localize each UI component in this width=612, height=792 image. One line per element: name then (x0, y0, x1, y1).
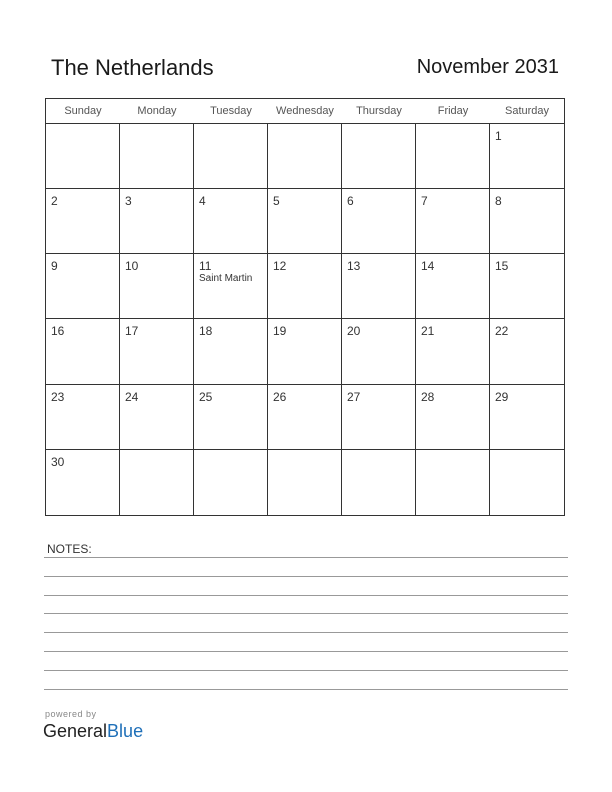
day-number: 23 (51, 389, 65, 404)
day-cell (342, 385, 416, 450)
day-number: 24 (125, 389, 139, 404)
month-title: November 2031 (416, 56, 559, 78)
day-cell (46, 319, 120, 384)
day-number: 17 (125, 324, 139, 339)
day-number: 2 (51, 194, 58, 209)
day-number: 18 (199, 324, 213, 339)
day-number: 10 (125, 259, 139, 274)
day-cell (46, 124, 120, 189)
notes-line (44, 595, 568, 596)
day-number: 26 (273, 389, 287, 404)
day-cell (268, 254, 342, 319)
day-number: 19 (273, 324, 287, 339)
day-cell (120, 385, 194, 450)
day-number: 13 (347, 259, 361, 274)
day-cell (342, 319, 416, 384)
holiday-label: Saint Martin (199, 273, 253, 285)
notes-line (44, 651, 568, 652)
day-number: 7 (421, 194, 428, 209)
day-cell (46, 189, 120, 254)
day-number: 11 (199, 259, 212, 274)
notes-line (44, 670, 568, 671)
day-cell (416, 450, 490, 515)
day-cell (46, 254, 120, 319)
day-cell (416, 124, 490, 189)
day-cell (120, 450, 194, 515)
day-number: 28 (421, 389, 435, 404)
day-cell (268, 450, 342, 515)
powered-by-text: powered by (45, 709, 97, 719)
notes-line (44, 557, 568, 558)
day-number: 21 (421, 324, 435, 339)
day-cell (416, 189, 490, 254)
day-number: 30 (51, 454, 65, 469)
day-cell (416, 254, 490, 319)
notes-line (44, 632, 568, 633)
notes-line (44, 613, 568, 614)
day-cell (120, 254, 194, 319)
day-number: 3 (125, 194, 132, 209)
day-number: 12 (273, 259, 287, 274)
day-cell (120, 124, 194, 189)
notes-line (44, 689, 568, 690)
day-cell (342, 450, 416, 515)
day-number: 1 (495, 129, 502, 143)
weekday-header-friday: Friday (416, 99, 490, 124)
day-cell (194, 385, 268, 450)
day-cell (490, 254, 564, 319)
weekday-header-monday: Monday (120, 99, 194, 124)
day-number: 25 (199, 389, 213, 404)
day-cell (194, 450, 268, 515)
day-number: 9 (51, 259, 58, 274)
day-cell (268, 319, 342, 384)
weekday-header-tuesday: Tuesday (194, 99, 268, 124)
day-cell (490, 385, 564, 450)
day-number: 4 (199, 194, 206, 209)
day-number: 14 (421, 259, 435, 274)
day-cell (342, 254, 416, 319)
weekday-header-wednesday: Wednesday (268, 99, 342, 124)
day-number: 6 (347, 194, 354, 209)
day-cell (194, 319, 268, 384)
day-number: 8 (495, 194, 502, 209)
day-cell (194, 124, 268, 189)
country-title: The Netherlands (51, 55, 214, 80)
calendar-grid (45, 98, 565, 516)
weekday-header-sunday: Sunday (46, 99, 120, 124)
notes-label: NOTES: (47, 542, 92, 556)
day-cell (268, 189, 342, 254)
day-cell (194, 254, 268, 319)
notes-line (44, 576, 568, 577)
day-number: 15 (495, 259, 509, 274)
day-cell (268, 124, 342, 189)
brand-text-general: General (43, 721, 108, 741)
day-cell (120, 189, 194, 254)
brand-text-blue: Blue (107, 721, 144, 741)
day-cell (268, 385, 342, 450)
day-cell (490, 319, 564, 384)
day-cell (490, 189, 564, 254)
weekday-header-saturday: Saturday (490, 99, 564, 124)
day-cell (490, 450, 564, 515)
brand-logo (43, 721, 143, 742)
day-number: 20 (347, 324, 361, 339)
weekday-header-thursday: Thursday (342, 99, 416, 124)
day-number: 5 (273, 194, 280, 209)
day-cell (46, 385, 120, 450)
day-cell (342, 124, 416, 189)
day-cell (416, 319, 490, 384)
day-cell (490, 124, 564, 189)
day-cell (194, 189, 268, 254)
day-number: 22 (495, 324, 509, 339)
day-number: 29 (495, 389, 509, 404)
day-cell (342, 189, 416, 254)
day-cell (416, 385, 490, 450)
day-number: 27 (347, 389, 361, 404)
day-number: 16 (51, 324, 65, 339)
day-cell (46, 450, 120, 515)
day-cell (120, 319, 194, 384)
